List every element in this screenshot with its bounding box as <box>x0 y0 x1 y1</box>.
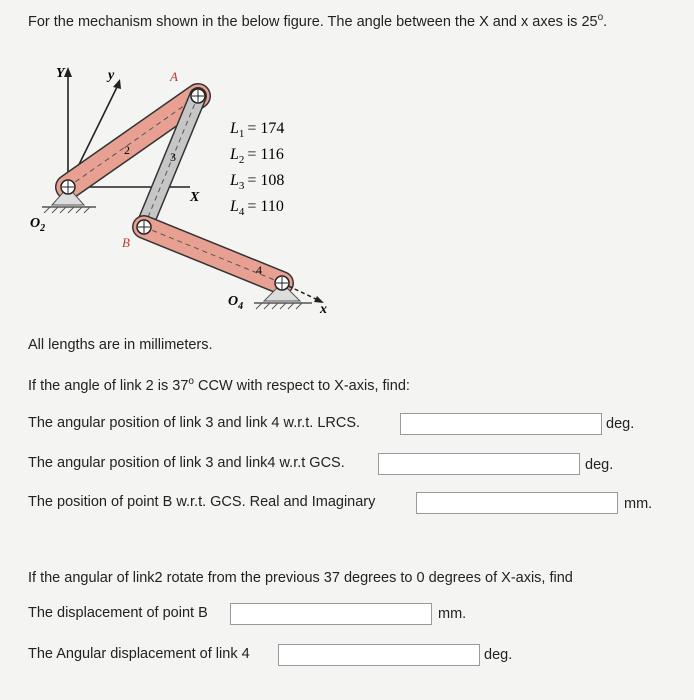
global-x-label: X <box>190 190 200 205</box>
q4-answer-input[interactable] <box>230 603 432 625</box>
lengths-note: All lengths are in millimeters. <box>28 337 213 353</box>
local-y-label: y <box>108 68 115 83</box>
pin-b <box>137 220 151 234</box>
link-2-label: 2 <box>124 143 130 157</box>
q3-label: The position of point B w.r.t. GCS. Real and Imaginary <box>28 494 376 510</box>
link-4-label: 4 <box>256 263 262 277</box>
q5-unit: deg. <box>484 647 513 663</box>
point-b-label: B <box>122 235 130 250</box>
pin-o4 <box>275 276 289 290</box>
link-4 <box>144 227 282 283</box>
second-condition-text: If the angular of link2 rotate from the previous 37 degrees to 0 degrees of X-axis, find <box>28 570 573 586</box>
length-l2: $L_2 = 116$ <box>230 146 284 166</box>
condition-text: If the angle of link 2 is 37$^o$ CCW with respect to X-axis, find: <box>28 376 410 394</box>
pin-o2 <box>61 180 75 194</box>
local-x-label: x <box>320 302 327 317</box>
point-a-label: A <box>170 69 178 84</box>
q1-unit: deg. <box>606 416 635 432</box>
length-l3: $L_3 = 108$ <box>230 172 285 192</box>
length-list <box>229 120 284 218</box>
q5-answer-input[interactable] <box>278 644 480 666</box>
link-3-label: 3 <box>170 150 176 164</box>
q3-unit: mm. <box>624 496 653 512</box>
o2-label: $O_2$ <box>30 216 46 234</box>
global-y-arrow <box>64 67 72 77</box>
problem-intro: For the mechanism shown in the below figure. The angle between the X and x axes is 25$^o$. <box>28 12 608 30</box>
global-y-label: Y <box>56 66 65 81</box>
q1-answer-input[interactable] <box>400 413 602 435</box>
q2-answer-input[interactable] <box>378 453 580 475</box>
o4-label: $O_4$ <box>228 294 244 312</box>
q4-label: The displacement of point B <box>28 605 208 621</box>
q5-label: The Angular displacement of link 4 <box>28 646 250 662</box>
pin-a <box>191 89 205 103</box>
mechanism-figure <box>20 55 380 325</box>
q2-unit: deg. <box>585 457 614 473</box>
length-l1: $L_1 = 174$ <box>230 120 285 140</box>
q1-label: The angular position of link 3 and link 4 w.r.t. LRCS. <box>28 415 361 431</box>
length-l4: $L_4 = 110$ <box>230 198 284 218</box>
q4-unit: mm. <box>438 606 467 622</box>
q2-label: The angular position of link 3 and link4 w.r.t GCS. <box>28 455 345 471</box>
q3-answer-input[interactable] <box>416 492 618 514</box>
